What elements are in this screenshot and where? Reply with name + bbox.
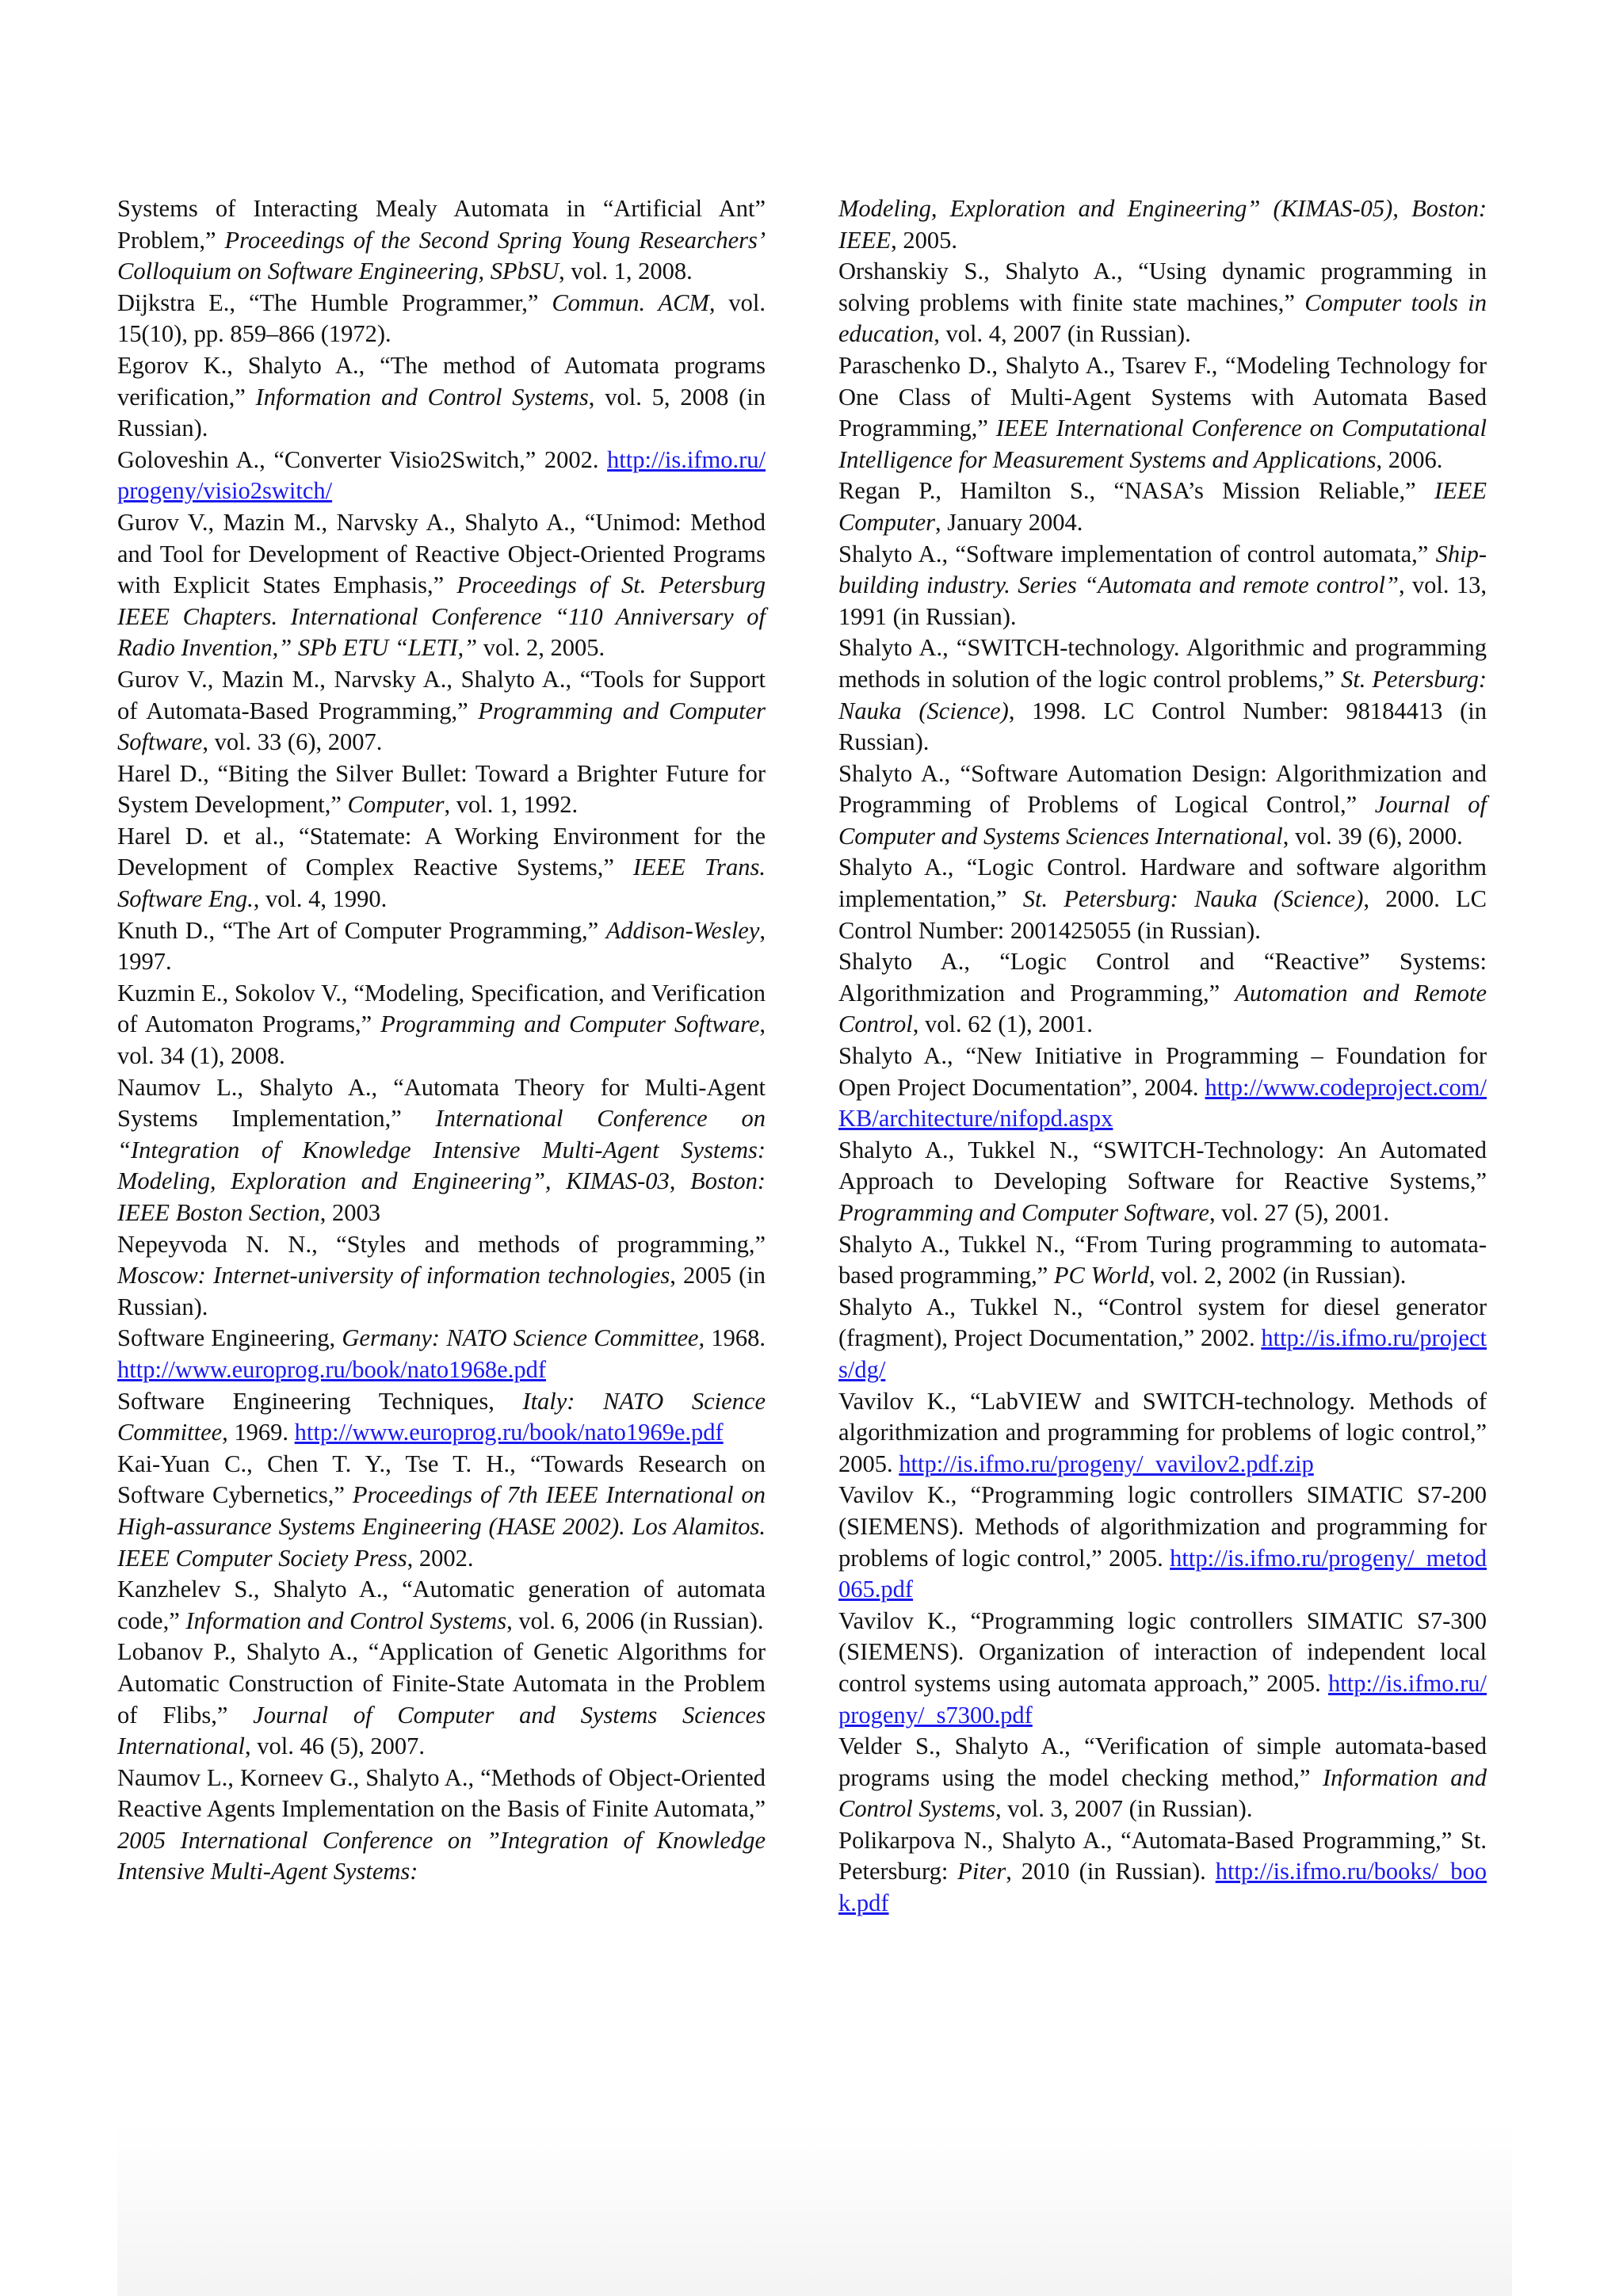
reference-text: Gurov V., Mazin M., Narvsky A., Shalyto A., “Tools for Support of Automata-Based Programming,” xyxy=(117,665,766,724)
reference-text: Orshanskiy S., Shalyto A., “Using dynamic programming in solving problems with finite state machines,” xyxy=(838,258,1487,316)
reference-source-italic: Journal of Computer and Systems Sciences International xyxy=(838,791,1487,850)
reference-text: , vol. 27 (5), 2001. xyxy=(1209,1199,1390,1226)
reference-text: , 1997. xyxy=(117,916,766,976)
reference-text: Shalyto A., Tukkel N., “Control system for diesel generator (fragment), Project Documentation,” 2002. xyxy=(838,1293,1487,1352)
reference-source-italic: St. Petersburg: Nauka (Science) xyxy=(838,665,1487,724)
reference-url-link[interactable]: http://is.ifmo.ru/progeny/_s7300.pdf xyxy=(838,1669,1487,1729)
reference-text: vol. 2, 2005. xyxy=(477,634,605,662)
reference-entry xyxy=(838,193,1487,256)
reference-text: Harel D. et al., “Statemate: A Working Environment for the Development of Complex Reactive Systems,” xyxy=(117,822,766,881)
reference-source-italic: Computer xyxy=(347,791,445,819)
reference-entry xyxy=(117,507,766,664)
reference-text: Vavilov K., “Programming logic controllers SIMATIC S7-300 (SIEMENS). Organization of interaction of independent local control systems using automata approach,” 2005. xyxy=(838,1606,1487,1697)
reference-text: , vol. 3, 2007 (in Russian). xyxy=(995,1795,1253,1823)
reference-entry xyxy=(117,1229,766,1324)
reference-text: , vol. 34 (1), 2008. xyxy=(117,1010,766,1070)
reference-url-link[interactable]: http://www.codeproject.com/KB/architecture/nifopd.aspx xyxy=(838,1073,1487,1133)
reference-entry xyxy=(117,1574,766,1637)
reference-text: , vol. 1, 2008. xyxy=(559,258,693,285)
reference-source-italic: Ship-building industry. Series “Automata and remote control” xyxy=(838,540,1487,599)
reference-entry xyxy=(117,821,766,915)
reference-source-italic: Information and Control Systems xyxy=(255,383,589,411)
reference-text: , 2010 (in Russian). xyxy=(1006,1858,1216,1885)
reference-url-link[interactable]: http://www.europrog.ru/book/nato1969e.pdf xyxy=(294,1419,724,1446)
reference-entry xyxy=(838,476,1487,538)
reference-text: Software Engineering, xyxy=(117,1324,342,1352)
reference-text: , 2002. xyxy=(407,1544,474,1572)
reference-entry xyxy=(117,445,766,507)
reference-entry xyxy=(117,350,766,445)
reference-source-italic: Proceedings of the Second Spring Young Researchers’ Colloquium on Software Engineering, SPbSU xyxy=(117,226,766,285)
reference-source-italic: Programming and Computer Software xyxy=(380,1010,760,1038)
reference-text: , vol. 1, 1992. xyxy=(444,791,579,819)
reference-entry xyxy=(838,1480,1487,1605)
reference-source-italic: IEEE Computer xyxy=(838,477,1487,536)
reference-text: Shalyto A., “SWITCH-technology. Algorithmic and programming methods in solution of the logic control problems,” xyxy=(838,634,1487,693)
reference-text: Shalyto A., “Software Automation Design: Algorithmization and Programming of Problems of Logical Control,” xyxy=(838,759,1487,819)
reference-url-link[interactable]: http://is.ifmo.ru/progeny/_metod065.pdf xyxy=(838,1544,1487,1603)
reference-url-link[interactable]: http://is.ifmo.ru/progeny/visio2switch/ xyxy=(117,445,766,505)
reference-source-italic: Computer tools in education xyxy=(838,288,1487,348)
reference-source-italic: Modeling, Exploration and Engineering” (KIMAS-05), Boston: IEEE xyxy=(838,195,1487,254)
reference-text: Kanzhelev S., Shalyto A., “Automatic generation of automata code,” xyxy=(117,1576,766,1634)
reference-text: Shalyto A., “Logic Control. Hardware and software algorithm implementation,” xyxy=(838,854,1487,913)
reference-text: , 2005 (in Russian). xyxy=(117,1262,766,1320)
page-bottom-shade xyxy=(117,2124,1512,2296)
reference-entry xyxy=(838,1386,1487,1480)
reference-text: Shalyto A., Tukkel N., “From Turing programming to automata-based programming,” xyxy=(838,1230,1487,1289)
reference-text: Shalyto A., Tukkel N., “SWITCH-Technology: An Automated Approach to Developing Software for Reactive Systems,” xyxy=(838,1136,1487,1195)
reference-text: Knuth D., “The Art of Computer Programming,” xyxy=(117,916,606,944)
reference-entry xyxy=(838,1041,1487,1135)
reference-entry xyxy=(117,664,766,758)
reference-entry xyxy=(838,1135,1487,1229)
reference-text: , 1998. LC Control Number: 98184413 (in Russian). xyxy=(838,697,1487,756)
reference-text: , 2000. LC Control Number: 2001425055 (in Russian). xyxy=(838,885,1487,944)
reference-source-italic: Italy: NATO Science Committee, xyxy=(117,1387,766,1446)
reference-source-italic: Piter xyxy=(957,1858,1006,1885)
reference-text: , vol. 62 (1), 2001. xyxy=(912,1010,1093,1038)
reference-source-italic: Automation and Remote Control xyxy=(838,979,1487,1038)
reference-entry xyxy=(117,193,766,288)
reference-text: Shalyto A., “New Initiative in Programming – Foundation for Open Project Documentation”, 2004. xyxy=(838,1042,1487,1101)
reference-entry xyxy=(838,946,1487,1041)
reference-text: Kuzmin E., Sokolov V., “Modeling, Specification, and Verification of Automaton Programs,” xyxy=(117,979,766,1038)
reference-text: , vol. 33 (6), 2007. xyxy=(202,728,383,756)
reference-source-italic: Proceedings of 7th IEEE International on High-assurance Systems Engineering (HASE 2002). Los Alamitos. IEEE Computer Society Press xyxy=(117,1481,766,1572)
reference-source-italic: Moscow: Internet-university of information technologies xyxy=(117,1262,670,1289)
reference-text: , vol. 13, 1991 (in Russian). xyxy=(838,571,1487,630)
reference-entry xyxy=(838,1606,1487,1731)
reference-text: , vol. 6, 2006 (in Russian). xyxy=(506,1606,764,1634)
reference-entry xyxy=(838,1292,1487,1386)
reference-text: , vol. 39 (6), 2000. xyxy=(1282,822,1463,850)
reference-text: Software Engineering Techniques, xyxy=(117,1387,523,1415)
reference-text: Harel D., “Biting the Silver Bullet: Toward a Brighter Future for System Development,” xyxy=(117,759,766,819)
reference-text: 1969. xyxy=(227,1419,295,1446)
reference-text: , vol. 5, 2008 (in Russian). xyxy=(117,383,766,442)
reference-source-italic: International Conference on “Integration of Knowledge Intensive Multi-Agent Systems: Modeling, Exploration and Engineering”, KIMAS-03, Boston: IEEE Boston Section xyxy=(117,1105,766,1226)
reference-entry xyxy=(838,1731,1487,1825)
reference-entry xyxy=(117,1449,766,1574)
reference-entry xyxy=(117,1386,766,1449)
reference-source-italic: Journal of Computer and Systems Sciences International xyxy=(117,1701,766,1760)
reference-text: , vol. 4, 2007 (in Russian). xyxy=(934,320,1191,348)
reference-column-left xyxy=(117,193,766,1888)
reference-entry xyxy=(838,632,1487,758)
reference-text: , vol. 46 (5), 2007. xyxy=(244,1733,426,1760)
reference-text: Regan P., Hamilton S., “NASA’s Mission Reliable,” xyxy=(838,477,1434,505)
reference-text: Lobanov P., Shalyto A., “Application of Genetic Algorithms for Automatic Construction of Finite-State Automata in the Problem of Flibs,” xyxy=(117,1638,766,1729)
reference-text: Systems of Interacting Mealy Automata in “Artificial Ant” Problem,” xyxy=(117,195,766,254)
reference-text: , 2003 xyxy=(319,1199,381,1226)
reference-entry xyxy=(838,350,1487,476)
reference-text: Paraschenko D., Shalyto A., Tsarev F., “Modeling Technology for One Class of Multi-Agent Systems with Automata Based Programming,” xyxy=(838,351,1487,442)
reference-url-link[interactable]: http://is.ifmo.ru/progeny/_vavilov2.pdf.zip xyxy=(899,1450,1314,1477)
reference-text: Gurov V., Mazin M., Narvsky A., Shalyto A., “Unimod: Method and Tool for Development of Reactive Object-Oriented Programs with Explicit States Emphasis,” xyxy=(117,508,766,599)
reference-text: , vol. 4, 1990. xyxy=(253,885,388,913)
reference-text: Naumov L., Shalyto A., “Automata Theory for Multi-Agent Systems Implementation,” xyxy=(117,1073,766,1133)
reference-entry xyxy=(838,758,1487,853)
reference-column-right xyxy=(838,193,1487,1920)
reference-text: , January 2004. xyxy=(935,508,1083,536)
reference-source-italic: Programming and Computer Software xyxy=(838,1199,1209,1226)
reference-entry xyxy=(117,1323,766,1385)
reference-text: , vol. 2, 2002 (in Russian). xyxy=(1148,1262,1407,1289)
reference-entry xyxy=(838,1825,1487,1920)
reference-entry xyxy=(838,1229,1487,1292)
reference-text: , 2005. xyxy=(891,226,957,254)
reference-text: , 2006. xyxy=(1376,445,1443,473)
reference-text: Dijkstra E., “The Humble Programmer,” xyxy=(117,288,552,316)
reference-text: Vavilov K., “LabVIEW and SWITCH-technology. Methods of algorithmization and programming for problems of logic control,” 2005. xyxy=(838,1387,1487,1477)
reference-text: Nepeyvoda N. N., “Styles and methods of programming,” xyxy=(117,1230,766,1258)
reference-url-link[interactable]: http://www.europrog.ru/book/nato1968e.pdf xyxy=(117,1355,547,1383)
reference-source-italic: Information and Control Systems xyxy=(185,1606,507,1634)
reference-entry xyxy=(838,539,1487,633)
reference-source-italic: St. Petersburg: Nauka (Science) xyxy=(1022,885,1364,913)
reference-entry xyxy=(117,758,766,821)
reference-entry xyxy=(117,915,766,978)
reference-entry xyxy=(117,1763,766,1888)
reference-source-italic: PC World xyxy=(1053,1262,1149,1289)
reference-entry xyxy=(838,256,1487,350)
reference-entry xyxy=(117,1637,766,1762)
reference-text: Egorov K., Shalyto A., “The method of Automata programs verification,” xyxy=(117,351,766,411)
reference-source-italic: Addison-Wesley xyxy=(605,916,760,944)
reference-text: Goloveshin A., “Converter Visio2Switch,” 2002. xyxy=(117,445,608,473)
reference-source-italic: Germany: NATO Science Committee, xyxy=(342,1324,705,1352)
reference-text: Shalyto A., “Software implementation of control automata,” xyxy=(838,540,1436,567)
reference-text: Velder S., Shalyto A., “Verification of simple automata-based programs using the model checking method,” xyxy=(838,1733,1487,1791)
reference-text: Polikarpova N., Shalyto A., “Automata-Based Programming,” St. Petersburg: xyxy=(838,1826,1487,1885)
reference-entry xyxy=(117,1072,766,1229)
reference-entry xyxy=(838,852,1487,946)
reference-text: Kai-Yuan C., Chen T. Y., Tse T. H., “Towards Research on Software Cybernetics,” xyxy=(117,1450,766,1509)
reference-source-italic: Information and Control Systems xyxy=(838,1763,1487,1823)
reference-text: Vavilov K., “Programming logic controllers SIMATIC S7-200 (SIEMENS). Methods of algorithmization and programming for problems of logic control,” 2005. xyxy=(838,1481,1487,1572)
reference-text: Shalyto A., “Logic Control and “Reactive” Systems: Algorithmization and Programming,” xyxy=(838,948,1487,1007)
reference-text: Naumov L., Korneev G., Shalyto A., “Methods of Object-Oriented Reactive Agents Implementation on the Basis of Finite Automata,” xyxy=(117,1763,766,1823)
reference-source-italic: IEEE International Conference on Computational Intelligence for Measurement Systems and Applications xyxy=(838,415,1487,473)
reference-entry xyxy=(117,978,766,1072)
reference-source-italic: 2005 International Conference on ”Integration of Knowledge Intensive Multi-Agent Systems: xyxy=(117,1826,766,1885)
reference-text: vol. 15(10), pp. 859–866 (1972). xyxy=(117,288,766,348)
reference-source-italic: Programming and Computer Software xyxy=(117,697,766,756)
reference-url-link[interactable]: http://is.ifmo.ru/projects/dg/ xyxy=(838,1324,1487,1383)
reference-entry xyxy=(117,288,766,350)
reference-source-italic: Commun. ACM, xyxy=(552,288,716,316)
reference-url-link[interactable]: http://is.ifmo.ru/books/_book.pdf xyxy=(838,1858,1487,1917)
reference-source-italic: IEEE Trans. Software Eng. xyxy=(117,854,766,913)
reference-text: 1968. xyxy=(705,1324,766,1352)
reference-source-italic: Proceedings of St. Petersburg IEEE Chapters. International Conference “110 Anniversary of Radio Invention,” SPb ETU “LETI,” xyxy=(117,571,766,662)
